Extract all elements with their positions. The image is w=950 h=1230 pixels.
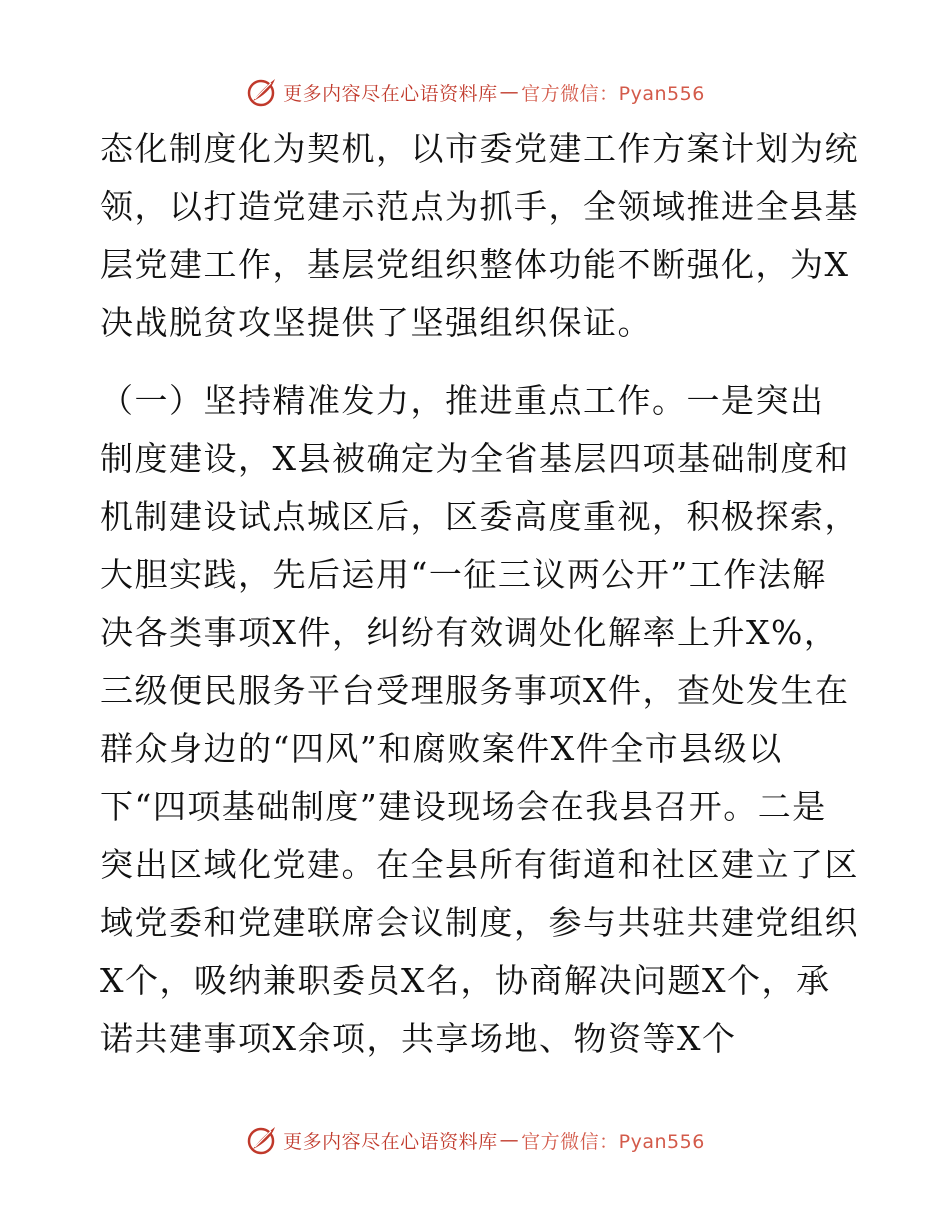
text-line: 层党建工作，基层党组织整体功能不断强化，为X	[100, 245, 850, 284]
banner-brand-text: 更多内容尽在心语资料库	[283, 1130, 498, 1153]
footer-watermark-banner	[0, 1120, 950, 1160]
text-line: 突出区域化党建。在全县所有街道和社区建立了区	[100, 845, 859, 884]
feather-pen-icon	[245, 1123, 279, 1157]
text-line: （一）坚持精准发力，推进重点工作。一是突出	[100, 381, 825, 420]
text-line: 下“四项基础制度”建设现场会在我县召开。二是	[100, 787, 827, 826]
text-line: 决各类事项X件，纠纷有效调处化解率上升X%，	[100, 613, 839, 652]
text-line: 群众身边的“四风”和腐败案件X件全市县级以	[100, 729, 783, 768]
text-line: 三级便民服务平台受理服务事项X件，查处发生在	[100, 671, 850, 710]
banner-contact-text: 官方微信：Pyan556	[521, 82, 705, 105]
text-line: 制度建设，X县被确定为全省基层四项基础制度和	[100, 439, 850, 478]
paragraph-2	[100, 372, 860, 1068]
banner-contact-text: 官方微信：Pyan556	[521, 1130, 705, 1153]
feather-pen-icon	[245, 75, 279, 109]
header-watermark-banner	[0, 72, 950, 112]
text-line: 大胆实践，先后运用“一征三议两公开”工作法解	[100, 555, 827, 594]
text-line: 领，以打造党建示范点为抓手，全领域推进全县基	[100, 187, 859, 226]
text-line: 决战脱贫攻坚提供了坚强组织保证。	[100, 303, 652, 342]
text-line: 机制建设试点城区后，区委高度重视，积极探索，	[100, 497, 859, 536]
text-line: X个，吸纳兼职委员X名，协商解决问题X个，承	[100, 961, 831, 1000]
banner-brand-text: 更多内容尽在心语资料库	[283, 82, 498, 105]
banner-separator: —	[499, 81, 520, 103]
document-body	[100, 120, 860, 1068]
text-line: 诺共建事项X余项，共享场地、物资等X个	[100, 1019, 737, 1058]
paragraph-1	[100, 120, 860, 352]
text-line: 域党委和党建联席会议制度，参与共驻共建党组织	[100, 903, 859, 942]
banner-separator: —	[499, 1129, 520, 1151]
text-line: 态化制度化为契机，以市委党建工作方案计划为统	[100, 129, 859, 168]
paragraph-spacer	[100, 352, 860, 372]
